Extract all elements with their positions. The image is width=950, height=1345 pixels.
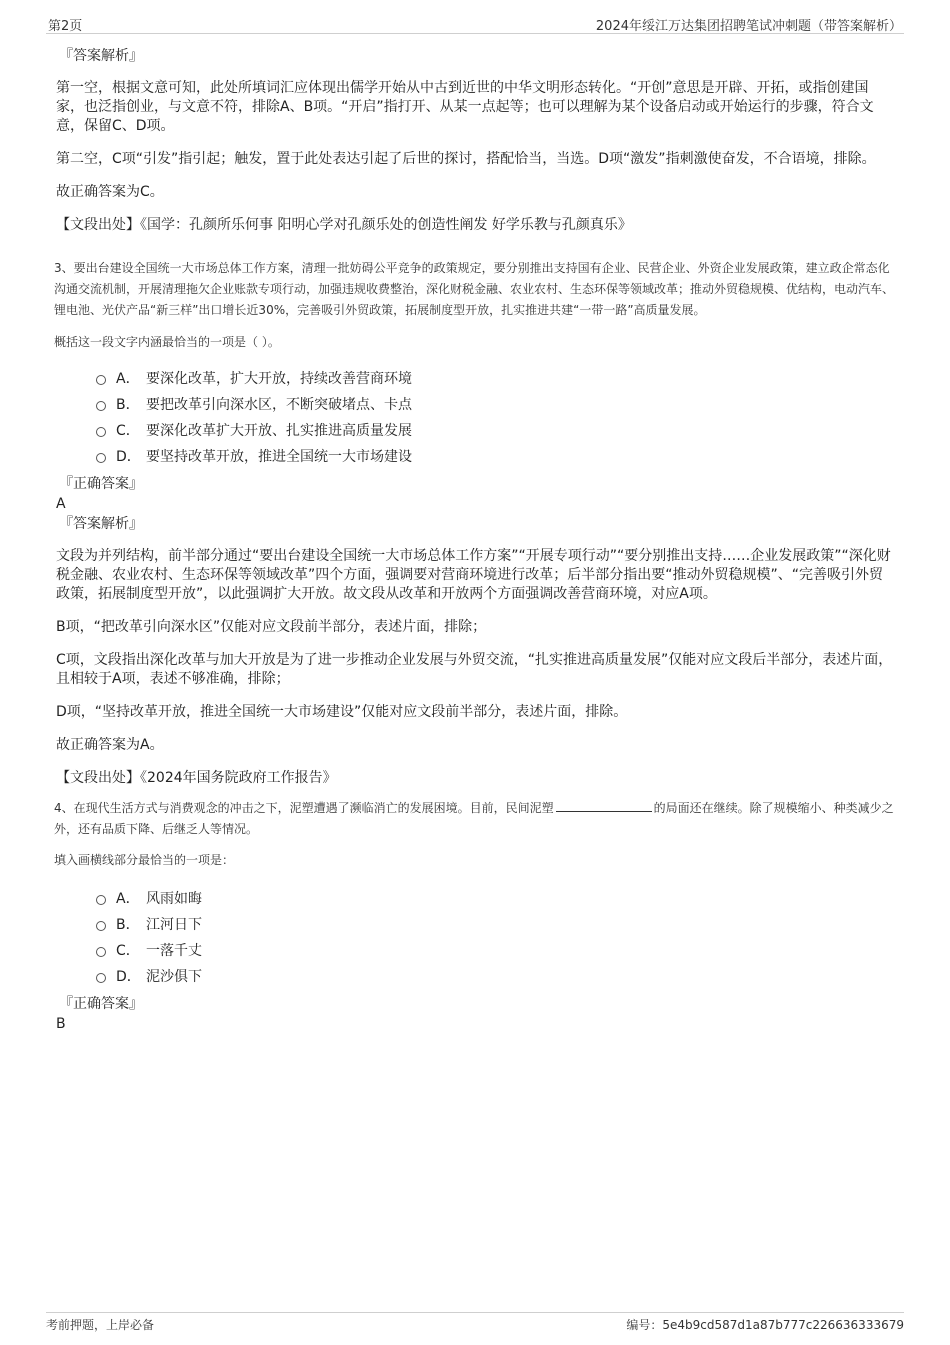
q4-option-c[interactable]: C． 一落千丈 xyxy=(96,937,894,963)
q4-stem: 4、在现代生活方式与消费观念的冲击之下，泥塑遭遇了濒临消亡的发展困境。目前，民间泥塑 的局面还在继续。除了规模缩小、种类减少之外，还有品质下降、后继乏人等情况。 xyxy=(54,798,894,840)
q3-analysis-para-4: D项，“坚持改革开放，推进全国统一大市场建设”仅能对应文段前半部分，表述片面，排除。 xyxy=(56,704,628,720)
radio-icon[interactable] xyxy=(96,895,106,905)
radio-icon[interactable] xyxy=(96,973,106,983)
document-id: 编号：5e4b9cd587d1a87b777c226636333679 xyxy=(626,1318,904,1332)
q4-option-b[interactable]: B． 江河日下 xyxy=(96,911,894,937)
footer-slogan: 考前押题，上岸必备 xyxy=(46,1318,155,1332)
radio-icon[interactable] xyxy=(96,427,106,437)
q2-conclusion: 故正确答案为C。 xyxy=(56,184,164,200)
q4-option-a[interactable]: A． 风雨如晦 xyxy=(96,885,894,911)
page-content xyxy=(56,47,894,1033)
q4-option-d[interactable]: D． 泥沙俱下 xyxy=(96,963,894,989)
q3-analysis-para-3: C项，文段指出深化改革与加大开放是为了进一步推动企业发展与外贸交流，“扎实推进高质量发展”仅能对应文段后半部分，表述片面，且相较于A项，表述不够准确，排除； xyxy=(56,652,893,687)
q4-answer: B xyxy=(56,1016,66,1032)
q3-analysis-para-1: 文段为并列结构，前半部分通过“要出台建设全国统一大市场总体工作方案”“开展专项行动”“要分别推出支持……企业发展政策”“深化财税金融、农业农村、生态环保等领域改革”四个方面，强调要对营商环境进行改革；后半部分指出要“推动外贸稳规模”、“完善吸引外贸政策，拓展制度型开放”，以此强调扩大开放。故文段从改革和开放两个方面强调改善营商环境，对应A项。 xyxy=(56,548,891,602)
q2-source: 【文段出处】《国学：孔颜所乐何事 阳明心学对孔颜乐处的创造性阐发 好学乐教与孔颜真乐》 xyxy=(56,217,632,233)
q3-source: 【文段出处】《2024年国务院政府工作报告》 xyxy=(56,770,337,786)
page-header xyxy=(46,13,904,34)
radio-icon[interactable] xyxy=(96,453,106,463)
q3-prompt: 概括这一段文字内涵最恰当的一项是（ ）。 xyxy=(54,335,280,349)
page-number: 第2页 xyxy=(48,19,83,34)
q3-analysis-label: 『答案解析』 xyxy=(59,516,143,532)
fill-blank xyxy=(556,798,652,812)
radio-icon[interactable] xyxy=(96,921,106,931)
q4-prompt: 填入画横线部分最恰当的一项是： xyxy=(54,853,235,867)
page-footer xyxy=(46,1312,904,1335)
q3-conclusion: 故正确答案为A。 xyxy=(56,737,164,753)
radio-icon[interactable] xyxy=(96,401,106,411)
q3-option-b[interactable]: B． 要把改革引向深水区，不断突破堵点、卡点 xyxy=(96,391,894,417)
q3-option-c[interactable]: C． 要深化改革扩大开放、扎实推进高质量发展 xyxy=(96,417,894,443)
q2-analysis-para-2: 第二空，C项“引发”指引起；触发，置于此处表达引起了后世的探讨，搭配恰当，当选。D项“激发”指刺激使奋发，不合语境，排除。 xyxy=(56,151,876,167)
q3-answer-label: 『正确答案』 xyxy=(59,476,143,492)
q2-analysis-label: 『答案解析』 xyxy=(59,48,143,64)
q4-options xyxy=(96,885,894,989)
q3-analysis-para-2: B项，“把改革引向深水区”仅能对应文段前半部分，表述片面，排除； xyxy=(56,619,487,635)
q2-analysis-para-1: 第一空，根据文意可知，此处所填词汇应体现出儒学开始从中古到近世的中华文明形态转化。“开创”意思是开辟、开拓，或指创建国家，也泛指创业，与文意不符，排除A、B项。“开启”指打开、从某一点起等；也可以理解为某个设备启动或开始运行的步骤，符合文意，保留C、D项。 xyxy=(56,80,874,134)
q3-answer: A xyxy=(56,496,66,512)
q3-options xyxy=(96,365,894,469)
q3-option-a[interactable]: A． 要深化改革，扩大开放，持续改善营商环境 xyxy=(96,365,894,391)
radio-icon[interactable] xyxy=(96,947,106,957)
document-title: 2024年绥江万达集团招聘笔试冲刺题（带答案解析） xyxy=(595,19,902,34)
radio-icon[interactable] xyxy=(96,375,106,385)
q4-answer-label: 『正确答案』 xyxy=(59,996,143,1012)
q3-option-d[interactable]: D． 要坚持改革开放，推进全国统一大市场建设 xyxy=(96,443,894,469)
q3-stem: 3、要出台建设全国统一大市场总体工作方案，清理一批妨碍公平竞争的政策规定，要分别推出支持国有企业、民营企业、外资企业发展政策，建立政企常态化沟通交流机制，开展清理拖欠企业账款专项行动，加强违规收费整治，深化财税金融、农业农村、生态环保等领域改革；推动外贸稳规模、优结构，电动汽车、锂电池、光伏产品“新三样”出口增长近30%，完善吸引外贸政策，拓展制度型开放，扎实推进共建“一带一路”高质量发展。 xyxy=(54,261,895,317)
